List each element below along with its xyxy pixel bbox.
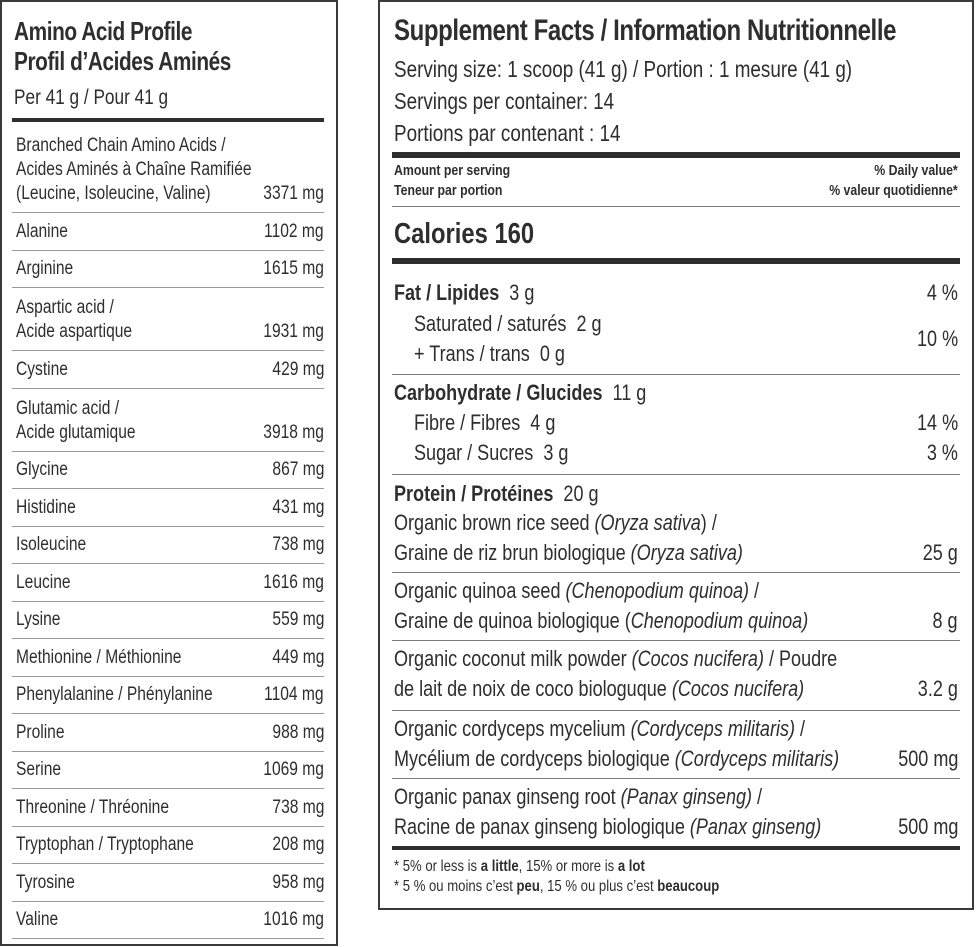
amino-thick-rule [12, 118, 324, 122]
amino-name [16, 721, 75, 745]
ingredient-text: de lait de noix de coco biologuque [394, 676, 672, 701]
amino-row [12, 602, 324, 640]
amino-row [12, 288, 324, 351]
ingredient-text: (Panax ginseng) [620, 784, 753, 809]
amino-name-line: Tryptophan / Tryptophane [16, 834, 194, 855]
saturated-row: Saturated / saturés 2 g [414, 311, 602, 336]
amino-name-line: Threonine / Thréonine [16, 796, 170, 818]
amino-name-line: Serine [16, 759, 62, 780]
amino-name [16, 257, 86, 281]
amino-name-line: Acide glutamique [16, 421, 136, 443]
amino-title-en: Amino Acid Profile [14, 16, 193, 46]
amino-name [16, 496, 89, 520]
ingredient-en [394, 784, 843, 810]
amino-row [12, 489, 324, 527]
ingredient-text: Organic coconut milk powder [394, 646, 632, 671]
amino-name [16, 758, 71, 782]
ingredient-text: / [795, 716, 806, 741]
amino-name [16, 358, 79, 382]
facts-heading: Supplement Facts / Information Nutritionnelle [394, 14, 897, 47]
amino-name [16, 571, 83, 595]
ingredient-text: Organic panax ginseng root [394, 784, 621, 809]
fibre-dv: 14 % [916, 410, 958, 435]
amino-name-line: Histidine [16, 496, 76, 518]
ingredient-text: Chenopodium quinoa) [630, 608, 809, 633]
amino-value: 867 mg [272, 459, 324, 480]
amino-name [16, 871, 88, 895]
ingredient-text: (Chenopodium quinoa) [565, 578, 750, 603]
amino-row [12, 213, 324, 251]
ingredient-fr [394, 608, 899, 634]
amino-name [16, 220, 79, 244]
amino-name-line: Aspartic acid / [16, 297, 114, 318]
calories: Calories 160 [394, 218, 535, 250]
carbohydrate-row: Carbohydrate / Glucides 11 g [394, 380, 647, 405]
ingredient-text: 3.2 g [917, 676, 958, 701]
amino-row [12, 789, 324, 827]
amino-row [12, 126, 324, 213]
amino-row [12, 714, 324, 752]
amino-name [16, 397, 162, 445]
footnote-en: * 5% or less is a little, 15% or more is a lot [394, 858, 645, 875]
footnote-fr: * 5 % ou moins c’est peu, 15 % ou plus c’est beaucoup [394, 878, 720, 895]
amino-name [16, 833, 233, 857]
amino-value: 559 mg [272, 609, 324, 630]
amino-name-line: Phenylalanine / Phénylanine [16, 684, 213, 705]
amino-name-line: Acides Aminés à Chaîne Ramifiée [16, 159, 252, 180]
amino-value: 431 mg [272, 496, 324, 518]
amino-name-line: (Leucine, Isoleucine, Valine) [16, 183, 211, 204]
amino-row [12, 527, 324, 565]
amino-row [12, 752, 324, 790]
ingredient-text: Graine de riz brun biologique [394, 540, 631, 565]
amino-name [16, 608, 70, 632]
amino-name-line: Leucine [16, 571, 71, 593]
ingredient-text: (Cordyceps militaris) [674, 746, 840, 771]
amino-name-line: Methionine / Méthionine [16, 646, 182, 668]
fat-row: Fat / Lipides 3 g [394, 280, 535, 305]
amino-name-line: Lysine [16, 609, 61, 630]
amino-row [12, 639, 324, 677]
ingredient-en [394, 510, 788, 536]
amino-value: 1616 mg [263, 571, 324, 593]
servings-per-container: Servings per container: 14 [394, 88, 615, 114]
amino-value: 1931 mg [263, 321, 324, 342]
amino-title-fr: Profil d’Acides Aminés [14, 46, 231, 76]
sat-trans-dv: 10 % [916, 326, 958, 351]
amino-value: 738 mg [272, 796, 324, 818]
thick-rule-3 [392, 846, 960, 850]
amino-value: 1615 mg [263, 258, 324, 279]
ingredient-text: 500 mg [897, 746, 958, 771]
ingredient-text: Mycélium de cordyceps biologique [394, 746, 675, 771]
daily-value-header: % Daily value* [874, 162, 958, 179]
ingredient-rule [392, 572, 960, 573]
rule-carb [392, 474, 960, 475]
rule-fat [392, 374, 960, 375]
ingredient-amount [885, 746, 958, 772]
amino-name-line: Tyrosine [16, 871, 75, 893]
amino-value: 3371 mg [263, 183, 324, 204]
amino-row [12, 351, 324, 389]
amino-name-line: Glycine [16, 459, 68, 480]
ingredient-text: (Cocos nucifera) [631, 646, 764, 671]
ingredient-en [394, 578, 839, 604]
sugar-dv: 3 % [926, 440, 958, 465]
ingredient-text: (Oryza sativa) [630, 540, 743, 565]
amino-row [12, 677, 324, 715]
teneur-par-portion: Teneur par portion [394, 182, 503, 199]
amino-value: 1016 mg [263, 909, 324, 930]
ingredient-amount [885, 814, 958, 840]
amino-name-line: Proline [16, 721, 65, 743]
ingredient-fr [394, 814, 915, 840]
amino-row [12, 389, 324, 452]
amino-row [12, 452, 324, 490]
ingredient-text: 8 g [932, 608, 958, 633]
supplement-facts-panel [378, 0, 974, 910]
ingredient-amount [927, 608, 958, 634]
amino-name [16, 646, 218, 670]
amino-row [12, 902, 324, 940]
ingredient-amount [915, 540, 958, 566]
ingredient-text: 25 g [922, 540, 958, 565]
amino-per-serving: Per 41 g / Pour 41 g [14, 86, 169, 109]
amino-name [16, 296, 158, 344]
ingredient-text: / [749, 578, 760, 603]
ingredient-text: / Poudre [763, 646, 838, 671]
amino-name [16, 533, 102, 557]
amino-value: 1104 mg [264, 684, 324, 705]
portions-par-contenant: Portions par contenant : 14 [394, 120, 621, 146]
amino-name [16, 796, 203, 820]
amino-name-line: Glutamic acid / [16, 397, 120, 419]
ingredient-fr [394, 746, 937, 772]
ingredient-text: ) / [700, 510, 717, 535]
ingredient-rule [392, 710, 960, 711]
ingredient-text: (Oryza sativa [594, 510, 701, 535]
ingredient-fr [394, 676, 894, 702]
ingredient-amount [909, 676, 958, 702]
amino-name [16, 908, 67, 932]
fat-dv: 4 % [926, 280, 958, 305]
amino-name [16, 458, 79, 482]
amino-name-line: Arginine [16, 258, 74, 279]
ingredient-text: Racine de panax ginseng biologique [394, 814, 690, 839]
ingredient-text: 500 mg [897, 814, 958, 839]
trans-row: + Trans / trans 0 g [414, 341, 565, 366]
amino-name-line: Acide aspartique [16, 321, 133, 342]
amino-value: 1102 mg [264, 220, 324, 242]
amino-value: 988 mg [272, 721, 324, 743]
amino-acid-profile-panel [0, 0, 338, 946]
amino-value: 429 mg [272, 358, 324, 380]
amino-value: 3918 mg [263, 421, 324, 443]
amino-name [16, 683, 256, 707]
amino-value: 208 mg [272, 834, 324, 855]
rule-amount [392, 206, 960, 207]
ingredient-fr [394, 540, 820, 566]
ingredient-text: Organic brown rice seed [394, 510, 595, 535]
ingredient-text: / [752, 784, 763, 809]
ingredient-text: Organic quinoa seed [394, 578, 566, 603]
amino-row [12, 864, 324, 902]
ingredient-text: (Cordyceps militaris) [630, 716, 796, 741]
sugar-row: Sugar / Sucres 3 g [414, 440, 569, 465]
amino-name-line: Valine [16, 909, 59, 930]
thick-rule-2 [392, 258, 960, 264]
thick-rule-1 [392, 152, 960, 158]
amino-name-line: Alanine [16, 220, 68, 242]
ingredient-text: Graine de quinoa biologique ( [394, 608, 631, 633]
ingredient-en [394, 646, 934, 672]
fibre-row: Fibre / Fibres 4 g [414, 410, 556, 435]
ingredient-en [394, 716, 895, 742]
ingredient-text: Organic cordyceps mycelium [394, 716, 631, 741]
amino-name-line: Isoleucine [16, 534, 87, 555]
amino-row [12, 564, 324, 602]
amount-per-serving: Amount per serving [394, 162, 511, 179]
amino-value: 738 mg [272, 534, 324, 555]
amino-name-line: Branched Chain Amino Acids / [16, 135, 226, 156]
ingredient-text: (Panax ginseng) [689, 814, 822, 839]
ingredient-rule [392, 640, 960, 641]
serving-size: Serving size: 1 scoop (41 g) / Portion : 1 mesure (41 g) [394, 56, 853, 82]
amino-name-line: Cystine [16, 358, 68, 380]
amino-row [12, 251, 324, 289]
ingredient-rule [392, 778, 960, 779]
ingredient-text: (Cocos nucifera) [671, 676, 805, 701]
amino-value: 449 mg [272, 646, 324, 668]
valeur-quotidienne-header: % valeur quotidienne* [829, 182, 958, 199]
protein-row: Protein / Protéines 20 g [394, 481, 599, 506]
amino-value: 1069 mg [263, 759, 324, 780]
amino-title [14, 16, 324, 76]
amino-row [12, 827, 324, 865]
amino-value: 958 mg [272, 871, 324, 893]
